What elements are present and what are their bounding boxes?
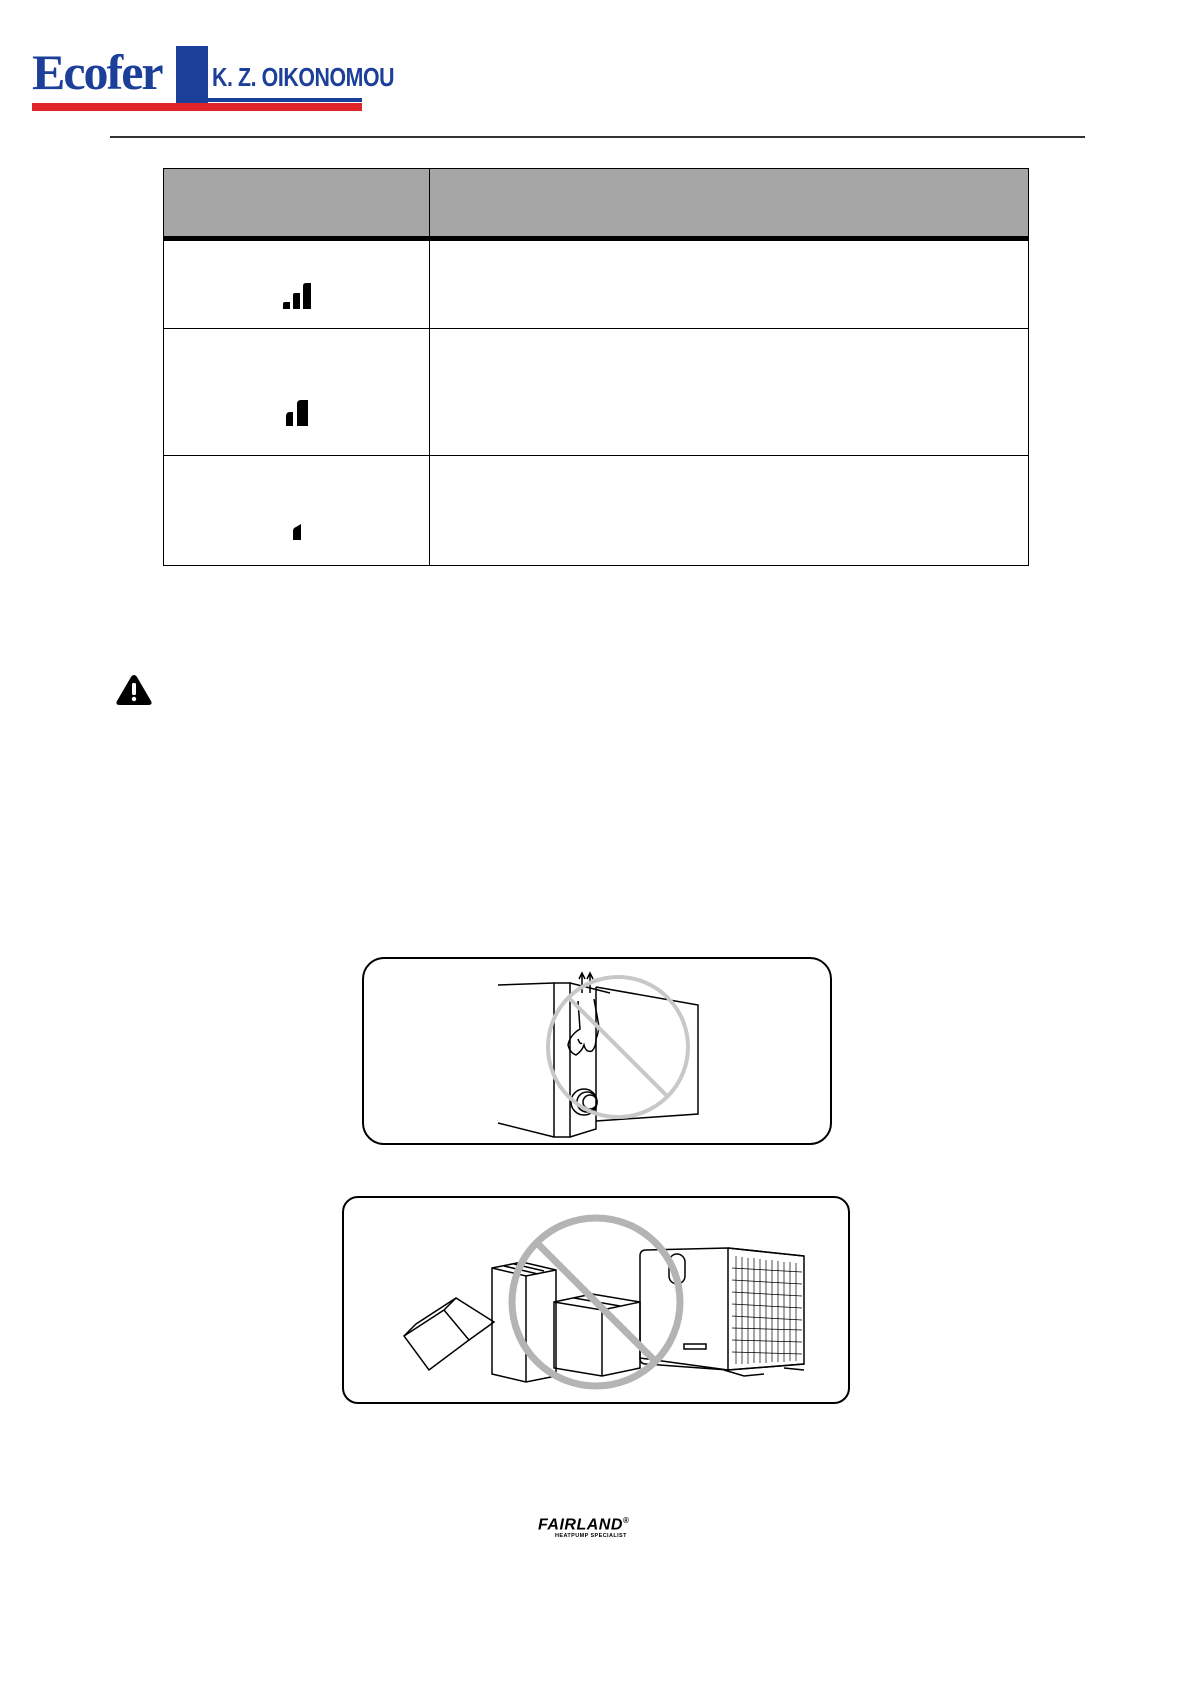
prohibited-sign-icon bbox=[512, 1218, 680, 1386]
boxes-unit-drawing bbox=[344, 1198, 852, 1406]
fan-speed-table bbox=[163, 168, 1029, 566]
table-icon-cell bbox=[164, 456, 430, 566]
table-row bbox=[164, 456, 1029, 566]
table-icon-cell bbox=[164, 239, 430, 329]
table-row bbox=[164, 329, 1029, 456]
table-header-left bbox=[164, 169, 430, 239]
logo-brand-text: Ecofer bbox=[32, 44, 162, 100]
company-logo bbox=[32, 42, 395, 114]
logo-red-bar bbox=[32, 103, 362, 111]
fairland-logo bbox=[538, 1516, 653, 1542]
table-header-right bbox=[430, 169, 1029, 239]
table-description-cell bbox=[430, 456, 1029, 566]
table-description-cell bbox=[430, 239, 1029, 329]
logo-company-text: K. Z. OIKONOMOU bbox=[212, 62, 395, 92]
logo-blue-underline bbox=[176, 98, 362, 102]
no-hand-near-fan-illustration bbox=[362, 957, 832, 1145]
table-description-cell bbox=[430, 329, 1029, 456]
signal-3-bars-icon bbox=[282, 283, 312, 314]
signal-1-bar-icon bbox=[292, 524, 302, 545]
table-row bbox=[164, 239, 1029, 329]
warning-triangle-icon bbox=[115, 674, 153, 706]
hand-unit-drawing bbox=[364, 959, 834, 1147]
fairland-brand-text: FAIRLAND® bbox=[538, 1516, 630, 1534]
table-icon-cell bbox=[164, 329, 430, 456]
header-divider bbox=[110, 136, 1085, 138]
table-header-row bbox=[164, 169, 1029, 239]
signal-2-bars-icon bbox=[285, 400, 309, 431]
no-obstacles-near-unit-illustration bbox=[342, 1196, 850, 1404]
logo-blue-block bbox=[176, 46, 208, 104]
fairland-tagline: HEATPUMP SPECIALIST bbox=[555, 1533, 627, 1539]
